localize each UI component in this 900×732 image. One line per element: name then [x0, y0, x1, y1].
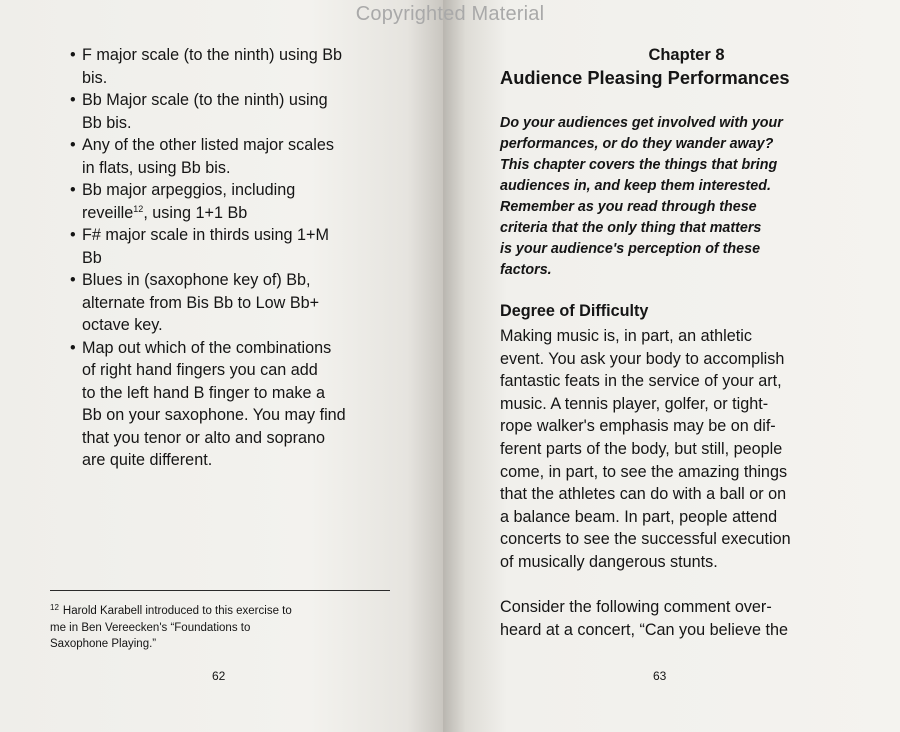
list-item: • F# major scale in thirds using 1+M Bb [70, 226, 329, 267]
list-item: • Bb major arpeggios, including reveille$^{12}$, using 1+1 Bb [70, 181, 296, 222]
list-item: • Map out which of the combinations of right hand fingers you can add to the left hand B finger to make a Bb on your saxophone. You may find that you tenor or alto and soprano are quite different. [70, 338, 346, 469]
body-paragraph: Consider the following comment over- heard at a concert, “Can you believe the [500, 598, 788, 639]
footnote-number: 12 [50, 603, 59, 612]
page-number-left: 62 [212, 669, 226, 683]
footnote: $^{12}$ Harold Karabell introduced to this exercise to me in Ben Vereecken's “Foundations to Saxophone Playing.” [50, 603, 292, 650]
section-heading: Degree of Difficulty [500, 302, 649, 320]
exercise-list [70, 44, 400, 472]
list-item: • Any of the other listed major scales in flats, using Bb bis. [70, 136, 334, 177]
list-item: • Blues in (saxophone key of) Bb, alternate from Bis Bb to Low Bb+ octave key. [70, 271, 320, 334]
chapter-intro: Do your audiences get involved with your performances, or do they wander away? This chapter covers the things that bring audiences in, and keep them interested. Remember as you read through these criteria that the only thing that matters is your audience's perception of these factors. [500, 115, 783, 278]
chapter-title: Audience Pleasing Performances [500, 67, 790, 88]
right-page [443, 0, 900, 732]
list-item: • F major scale (to the ninth) using Bb bis. [70, 46, 343, 87]
copyright-watermark: Copyrighted Material [355, 3, 545, 25]
page-number-right: 63 [653, 669, 667, 683]
left-page [0, 0, 443, 732]
footnote-divider [50, 590, 390, 591]
chapter-number: Chapter 8 [648, 46, 725, 64]
list-item: • Bb Major scale (to the ninth) using Bb bis. [70, 91, 328, 132]
body-paragraph: Making music is, in part, an athletic event. You ask your body to accomplish fantastic feats in the service of your art, music. A tennis player, golfer, or tight- rope walker's emphasis may be on dif- ferent parts of the body, but still, people come, in part, to see the amazing things that the athletes can do with a ball or on a balance beam. In part, people attend concerts to see the successful execution of musically dangerous stunts. [500, 327, 791, 571]
footnote-ref: 12 [133, 203, 144, 214]
